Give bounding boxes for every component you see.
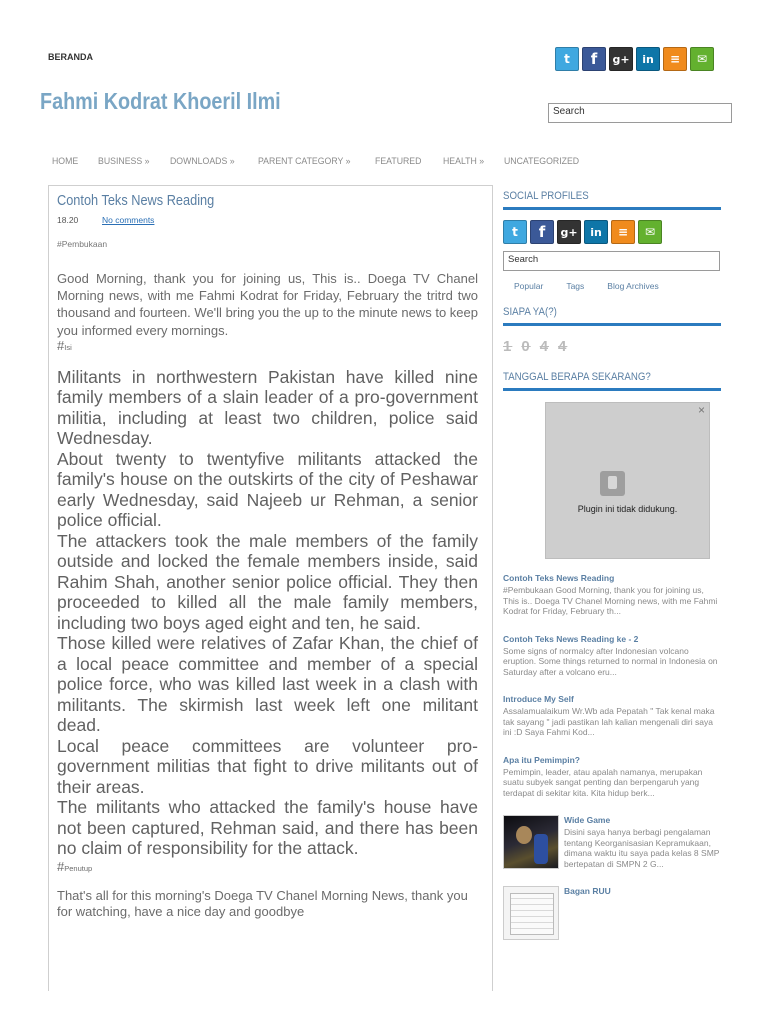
nav-downloads[interactable]: DOWNLOADS » (170, 156, 236, 167)
plugin-message: Plugin ini tidak didukung. (577, 504, 678, 514)
tag-penutup (57, 859, 478, 874)
post-paragraph: Those killed were relatives of Zafar Khan, the chief of a local peace committee and member of a special police force, who was killed last week in a clash with militants. The skirmish last week left one militant dead. (57, 633, 478, 736)
sidebar-search-input[interactable]: Search (503, 251, 720, 271)
list-item (503, 573, 721, 617)
mail-icon[interactable]: ✉ (690, 47, 714, 71)
social-side-bar (503, 220, 721, 244)
facebook-icon[interactable]: f (582, 47, 606, 71)
list-item (503, 755, 721, 799)
heading-underline (503, 207, 721, 210)
post-title[interactable]: Contoh Teks News Reading (57, 193, 215, 209)
nav-beranda-link[interactable]: BERANDA (48, 52, 93, 62)
list-item (503, 694, 721, 738)
popular-post-snippet: Pemimpin, leader, atau apalah namanya, merupakan suatu subyek sangat penting dan berpengaruh yang terdapat di sekitar kita. Kita hidup berk... (503, 766, 703, 798)
tag-isi-label: Isi (64, 342, 72, 352)
social-top-bar (555, 47, 714, 71)
popular-post-title[interactable]: Contoh Teks News Reading (503, 573, 615, 583)
tanggal-heading: TANGGAL BERAPA SEKARANG? (503, 371, 651, 383)
facebook-icon[interactable]: f (530, 220, 554, 244)
nav-parent-category[interactable]: PARENT CATEGORY » (257, 156, 351, 167)
post-paragraph: The militants who attacked the family's house have not been captured, Rehman said, and there has been no claim of responsibility for the attack. (57, 797, 478, 859)
linkedin-icon[interactable]: in (636, 47, 660, 71)
nav-home[interactable]: HOME (52, 156, 79, 167)
rss-icon[interactable]: ≡ (663, 47, 687, 71)
list-item (503, 886, 721, 940)
heading-underline (503, 388, 721, 391)
popular-post-snippet: Disini saya hanya berbagi pengalaman tentang Keorganisasian Kepramukaan, dimana waktu itu saya pada kelas 8 SMP bertepatan di SMPN 2 G... (564, 827, 720, 869)
popular-post-title[interactable]: Bagan RUU (564, 886, 611, 896)
site-title[interactable]: Fahmi Kodrat Khoeril Ilmi (40, 88, 281, 114)
post-meta (57, 215, 478, 225)
counter-digit: 4 (558, 338, 568, 355)
twitter-icon[interactable]: t (555, 47, 579, 71)
googleplus-icon[interactable]: g+ (609, 47, 633, 71)
tab-popular[interactable]: Popular (514, 281, 544, 291)
post-paragraph: Local peace committees are volunteer pro-government militias that fight to drive militants out of their areas. (57, 735, 478, 797)
popular-post-title[interactable]: Introduce My Self (503, 694, 574, 704)
post-article (48, 185, 493, 991)
search-input[interactable]: Search (548, 103, 732, 123)
visitor-counter (503, 338, 721, 355)
post-paragraph: Militants in northwestern Pakistan have killed nine family members of a slain leader of a pro-government militia, including at least two children, police said Wednesday. (57, 366, 478, 449)
popular-post-title[interactable]: Apa itu Pemimpin? (503, 754, 580, 765)
tag-penutup-hash: # (57, 858, 65, 874)
popular-post-snippet: Assalamualaikum Wr.Wb ada Pepatah " Tak kenal maka tak sayang " jadi pastikan lah kalian mengenali diri saya ini :D Saya Fahmi Kod... (503, 706, 715, 737)
nav-business[interactable]: BUSINESS » (97, 156, 149, 167)
mail-icon[interactable]: ✉ (638, 220, 662, 244)
post-thumbnail[interactable] (503, 815, 559, 869)
popular-post-snippet: Some signs of normalcy after Indonesian volcano eruption. Some things returned to normal in Indonesia on Saturday after a volcano eru... (503, 645, 718, 677)
counter-digit: 0 (521, 338, 531, 355)
linkedin-icon[interactable]: in (584, 220, 608, 244)
popular-post-snippet: #Pembukaan Good Morning, thank you for joining us, This is.. Doega TV Chanel Morning news, with me Fahmi Kodrat for Friday, February th... (503, 585, 718, 616)
tab-blog-archives[interactable]: Blog Archives (607, 281, 659, 291)
post-intro: Good Morning, thank you for joining us, This is.. Doega TV Chanel Morning news, with me Fahmi Kodrat for Friday, February the tritrd two thousand and fourteen. We'll bring you the up to the minute news to keep you informed every mornings. (57, 271, 478, 338)
puzzle-piece-icon (600, 471, 625, 496)
heading-underline (503, 323, 721, 326)
social-profiles-heading: SOCIAL PROFILES (503, 190, 589, 202)
twitter-icon[interactable]: t (503, 220, 527, 244)
list-item (503, 634, 721, 678)
list-item (503, 815, 721, 869)
tab-tags[interactable]: Tags (566, 281, 585, 291)
tag-isi (57, 338, 478, 353)
googleplus-icon[interactable]: g+ (557, 220, 581, 244)
popular-posts-list (503, 573, 721, 940)
main-nav (52, 156, 603, 167)
close-icon[interactable]: × (697, 403, 705, 417)
nav-health[interactable]: HEALTH » (442, 156, 484, 167)
siapa-heading: SIAPA YA(?) (503, 306, 557, 318)
popular-post-title[interactable]: Wide Game (564, 815, 611, 825)
sidebar (503, 190, 721, 957)
nav-featured[interactable]: FEATURED (375, 156, 422, 167)
tag-pembukaan: #Pembukaan (57, 239, 108, 249)
popular-post-title[interactable]: Contoh Teks News Reading ke - 2 (503, 633, 639, 644)
post-body (57, 367, 478, 859)
nav-uncategorized[interactable]: UNCATEGORIZED (504, 156, 580, 167)
tag-isi-hash: # (57, 337, 65, 353)
post-thumbnail[interactable] (503, 886, 559, 940)
counter-digit: 1 (503, 338, 513, 355)
post-paragraph: About twenty to twentyfive militants attacked the family's house on the outskirts of the city of Peshawar early Wednesday, said Najeeb ur Rehman, a senior police official. (57, 448, 478, 531)
sidebar-tabs (503, 281, 721, 291)
rss-icon[interactable]: ≡ (611, 220, 635, 244)
plugin-placeholder (545, 402, 710, 559)
counter-digit: 4 (539, 338, 550, 355)
post-time: 18.20 (57, 215, 79, 225)
post-paragraph: The attackers took the male members of the family outside and locked the female members inside, said Rahim Shah, another senior police official. They then proceeded to killed all the male family members, including two boys aged eight and ten, he said. (57, 530, 478, 633)
tag-penutup-label: Penutup (64, 863, 93, 873)
post-closing: That's all for this morning's Doega TV Chanel Morning News, thank you for watching, have a nice day and goodbye (57, 887, 468, 919)
comments-link[interactable]: No comments (102, 215, 155, 225)
